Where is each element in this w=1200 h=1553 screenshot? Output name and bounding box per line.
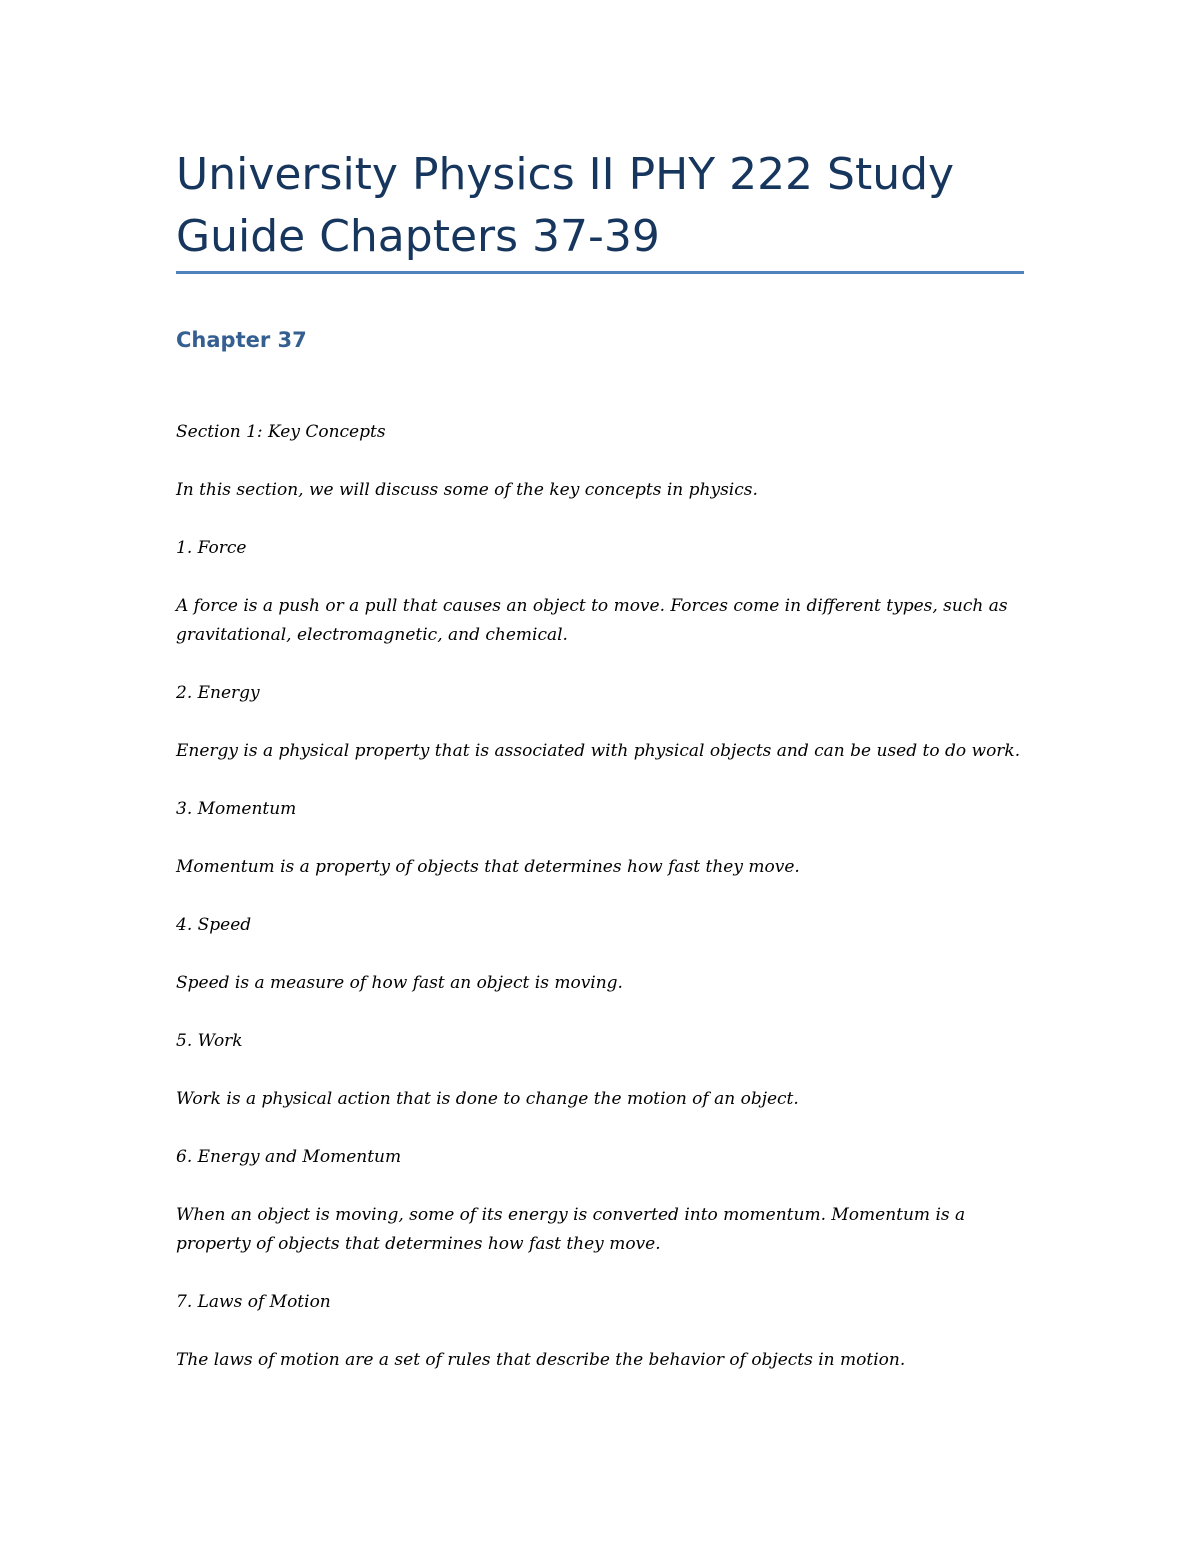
concept-text-laws-of-motion: The laws of motion are a set of rules that describe the behavior of objects in motion. (176, 1350, 906, 1370)
concept-heading-speed: 4. Speed (176, 915, 252, 935)
concept-heading-energy-and-momentum: 6. Energy and Momentum (176, 1147, 402, 1167)
concept-text-speed: Speed is a measure of how fast an object is moving. (176, 973, 623, 993)
document-body (176, 418, 1026, 1375)
concept-heading-momentum: 3. Momentum (176, 799, 297, 819)
concept-heading-energy: 2. Energy (176, 683, 260, 703)
concept-text-energy-and-momentum: When an object is moving, some of its energy is converted into momentum. Momentum is a property of objects that determines how fast they move. (176, 1205, 966, 1254)
document-title: University Physics II PHY 222 Study Guide Chapters 37-39 (176, 149, 955, 262)
concept-heading-force: 1. Force (176, 538, 247, 558)
intro-paragraph: In this section, we will discuss some of the key concepts in physics. (176, 480, 758, 500)
concept-text-work: Work is a physical action that is done to change the motion of an object. (176, 1089, 799, 1109)
concept-text-energy: Energy is a physical property that is associated with physical objects and can be used to do work. (176, 741, 1021, 761)
concept-heading-laws-of-motion: 7. Laws of Motion (176, 1292, 331, 1312)
title-underline (176, 271, 1024, 274)
concept-heading-work: 5. Work (176, 1031, 243, 1051)
chapter-heading: Chapter 37 (176, 328, 307, 352)
concept-text-momentum: Momentum is a property of objects that determines how fast they move. (176, 857, 800, 877)
concept-text-force: A force is a push or a pull that causes an object to move. Forces come in different types, such as gravitational, electromagnetic, and chemical. (176, 596, 1008, 645)
section-heading: Section 1: Key Concepts (176, 422, 386, 442)
